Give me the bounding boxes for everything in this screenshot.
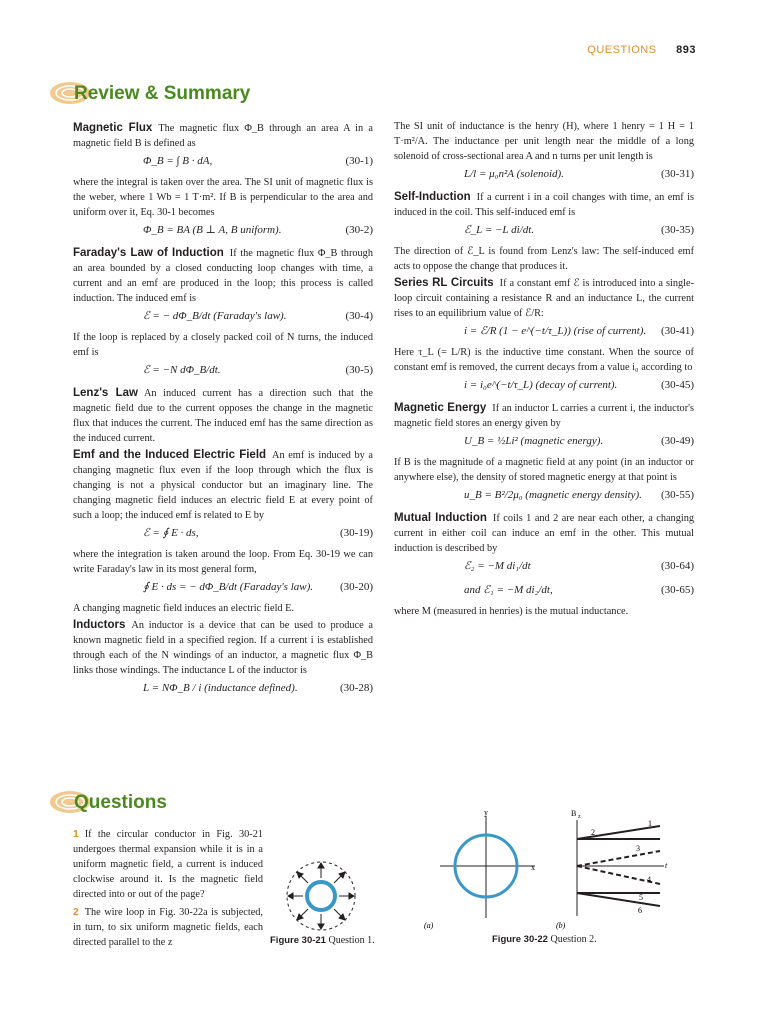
review-left-column bbox=[73, 119, 373, 702]
summary-paragraph bbox=[73, 121, 373, 151]
paragraph-text: If coils 1 and 2 are near each other, a changing current in either coil can induce an emf in the other. This mutual induction is described by bbox=[394, 513, 695, 554]
equation-number: (30-1) bbox=[345, 155, 373, 167]
question-number: 2 bbox=[73, 907, 79, 918]
question-text: The wire loop in Fig. 30-22a is subjected, in turn, to six uniform magnetic fields, each directed parallel to the z bbox=[73, 907, 263, 948]
body-text bbox=[394, 119, 694, 164]
equation-number: (30-49) bbox=[661, 435, 694, 447]
body-text bbox=[73, 175, 373, 220]
paragraph-text: If the magnetic flux Φ_B through an area bounded by a closed conducting loop changes with time, a current and an emf are produced in the loop; this process is called induction. The induced emf is bbox=[73, 248, 373, 304]
equation bbox=[394, 164, 694, 188]
summary-paragraph bbox=[73, 618, 373, 678]
t-axis-label: t bbox=[665, 861, 668, 870]
paragraph-text: If a current i in a coil changes with time, an emf is induced in the coil. This self-induced emf is bbox=[394, 192, 694, 218]
summary-paragraph bbox=[73, 448, 373, 523]
equation-body: ℰ = ∮ E · ds, bbox=[143, 527, 199, 539]
questions-title: Questions bbox=[74, 792, 167, 813]
equation bbox=[394, 375, 694, 399]
figure-label: Figure 30-22 bbox=[492, 934, 548, 945]
equation-number: (30-35) bbox=[661, 224, 694, 236]
paragraph-heading: Magnetic Flux bbox=[73, 122, 153, 134]
panel-a-label: (a) bbox=[424, 921, 434, 930]
equation bbox=[73, 678, 373, 702]
figure-caption: Question 1. bbox=[328, 935, 375, 946]
equation bbox=[394, 220, 694, 244]
figure-30-21-caption bbox=[270, 935, 375, 946]
equation-body: U_B = ½Li² (magnetic energy). bbox=[464, 435, 604, 447]
section-name: QUESTIONS bbox=[587, 44, 657, 56]
body-text bbox=[394, 345, 694, 375]
line-label: 1 bbox=[648, 819, 652, 828]
equation bbox=[73, 306, 373, 330]
paragraph-text: where the integral is taken over the area. The SI unit of magnetic flux is the weber, where 1 Wb = 1 T·m². If B is perpendicular to the area and uniform over it, Eq. 30-1 becomes bbox=[73, 177, 373, 218]
paragraph-text: An emf is induced by a changing magnetic flux even if the loop through which the flux is changing is not a physical conductor but an imaginary line. The changing magnetic field induces an electric field E at every point of such a loop; the induced emf is related to E by bbox=[73, 450, 374, 521]
line-label: 2 bbox=[591, 828, 595, 837]
paragraph-text: Here τ_L (= L/R) is the inductive time constant. When the source of constant emf is removed, the current decays from a value i₀ according to bbox=[394, 347, 694, 373]
equation-number: (30-20) bbox=[340, 581, 373, 593]
paragraph-heading: Magnetic Energy bbox=[394, 402, 487, 414]
body-text bbox=[73, 601, 373, 616]
paragraph-text: where the integration is taken around the loop. From Eq. 30-19 we can write Faraday's law in its most general form, bbox=[73, 549, 373, 575]
equation-number: (30-19) bbox=[340, 527, 373, 539]
panel-b-label: (b) bbox=[556, 921, 566, 930]
equation-body: i = i₀e^(−t/τ_L) (decay of current). bbox=[464, 379, 618, 391]
equation-body: ℰ = − dΦ_B/dt (Faraday's law). bbox=[143, 310, 287, 322]
equation bbox=[73, 220, 373, 244]
body-text bbox=[73, 547, 373, 577]
equation-number: (30-41) bbox=[661, 325, 694, 337]
body-text bbox=[394, 455, 694, 485]
equation-body: u_B = B²/2μ₀ (magnetic energy density). bbox=[464, 489, 642, 501]
paragraph-text: The direction of ℰ_L is found from Lenz's law: The self-induced emf acts to oppose the change that produces it. bbox=[394, 246, 694, 272]
summary-paragraph bbox=[394, 190, 694, 220]
bz-axis-label: B bbox=[571, 809, 577, 818]
figure-label: Figure 30-21 bbox=[270, 935, 326, 946]
equation-body: ℰ = −N dΦ_B/dt. bbox=[143, 364, 221, 376]
equation-body: i = ℰ/R (1 − e^(−t/τ_L)) (rise of current). bbox=[464, 325, 647, 337]
equation-body: and ℰ₁ = −M di₂/dt, bbox=[464, 584, 553, 596]
line-label: 5 bbox=[639, 893, 643, 902]
figure-30-22 bbox=[420, 806, 700, 930]
y-axis-label: y bbox=[484, 808, 488, 817]
x-axis-label: x bbox=[531, 863, 535, 872]
running-head bbox=[587, 44, 696, 56]
equation-number: (30-64) bbox=[661, 560, 694, 572]
equation-body: ℰ_L = −L di/dt. bbox=[464, 224, 535, 236]
equation-body: L = NΦ_B / i (inductance defined). bbox=[143, 682, 298, 694]
equation-body: L/l = μ₀n²A (solenoid). bbox=[464, 168, 564, 180]
body-text bbox=[73, 330, 373, 360]
equation bbox=[73, 577, 373, 601]
paragraph-heading: Self-Induction bbox=[394, 191, 471, 203]
summary-paragraph bbox=[394, 276, 694, 321]
line-label: 3 bbox=[636, 844, 640, 853]
paragraph-text: where M (measured in henries) is the mutual inductance. bbox=[394, 606, 629, 617]
paragraph-text: An induced current has a direction such that the magnetic field due to the current opposes the change in the magnetic flux that induces the current. The induced emf has the same direction as the induced current. bbox=[73, 388, 374, 444]
paragraph-text: The SI unit of inductance is the henry (H), where 1 henry = 1 H = 1 T·m²/A. The inductance per unit length near the middle of a long solenoid of cross-sectional area A and n turns per unit length is bbox=[394, 121, 694, 162]
svg-text:z: z bbox=[578, 814, 581, 820]
paragraph-text: A changing magnetic field induces an electric field E. bbox=[73, 603, 295, 614]
question-1 bbox=[73, 827, 263, 902]
equation-body: Φ_B = ∫ B · dA, bbox=[143, 155, 213, 167]
equation bbox=[394, 431, 694, 455]
equation-number: (30-55) bbox=[661, 489, 694, 501]
review-title: Review & Summary bbox=[74, 83, 251, 104]
summary-paragraph bbox=[394, 511, 694, 556]
review-right-column bbox=[394, 119, 694, 619]
paragraph-heading: Series RL Circuits bbox=[394, 277, 494, 289]
body-text bbox=[394, 244, 694, 274]
paragraph-heading: Lenz's Law bbox=[73, 387, 138, 399]
equation-body: ℰ₂ = −M di₁/dt bbox=[464, 560, 531, 572]
question-text: If the circular conductor in Fig. 30-21 undergoes thermal expansion while it is in a uniform magnetic field, a current is induced clockwise around it. Is the magnetic field directed into or out of the page? bbox=[73, 829, 263, 900]
equation-number: (30-45) bbox=[661, 379, 694, 391]
equation bbox=[73, 360, 373, 384]
paragraph-text: If an inductor L carries a current i, the inductor's magnetic field stores an energy given by bbox=[394, 403, 694, 429]
equation bbox=[394, 580, 694, 604]
equation bbox=[394, 556, 694, 580]
question-number: 1 bbox=[73, 829, 79, 840]
paragraph-heading: Emf and the Induced Electric Field bbox=[73, 449, 267, 461]
figure-30-22-caption bbox=[492, 934, 597, 945]
summary-paragraph bbox=[73, 386, 373, 446]
equation-body: Φ_B = BA (B ⊥ A, B uniform). bbox=[143, 224, 282, 236]
equation-body: ∮ E · ds = − dΦ_B/dt (Faraday's law). bbox=[143, 581, 314, 593]
paragraph-heading: Faraday's Law of Induction bbox=[73, 247, 224, 259]
figure-30-21 bbox=[283, 858, 359, 934]
summary-paragraph bbox=[394, 401, 694, 431]
equation-number: (30-65) bbox=[661, 584, 694, 596]
equation-number: (30-28) bbox=[340, 682, 373, 694]
paragraph-text: If the loop is replaced by a closely packed coil of N turns, the induced emf is bbox=[73, 332, 373, 358]
equation bbox=[394, 321, 694, 345]
equation bbox=[73, 523, 373, 547]
equation-number: (30-5) bbox=[345, 364, 373, 376]
paragraph-heading: Inductors bbox=[73, 619, 126, 631]
paragraph-text: If a constant emf ℰ is introduced into a single-loop circuit containing a resistance R and an inductance L, the current rises to an equilibrium value of ℰ/R: bbox=[394, 278, 694, 319]
paragraph-text: The magnetic flux Φ_B through an area A in a magnetic field B is defined as bbox=[73, 123, 373, 149]
equation bbox=[394, 485, 694, 509]
summary-paragraph bbox=[73, 246, 373, 306]
page-number: 893 bbox=[676, 44, 696, 56]
paragraph-text: An inductor is a device that can be used to produce a known magnetic field in a specified region. If a current i is established through each of the N windings of an inductor, a magnetic flux Φ_B links those windings. The inductance L of the inductor is bbox=[73, 620, 373, 676]
question-2 bbox=[73, 905, 263, 950]
equation-number: (30-31) bbox=[661, 168, 694, 180]
body-text bbox=[394, 604, 694, 619]
paragraph-heading: Mutual Induction bbox=[394, 512, 487, 524]
equation-number: (30-4) bbox=[345, 310, 373, 322]
paragraph-text: If B is the magnitude of a magnetic field at any point (in an inductor or anywhere else), the density of stored magnetic energy at that point is bbox=[394, 457, 694, 483]
equation-number: (30-2) bbox=[345, 224, 373, 236]
equation bbox=[73, 151, 373, 175]
line-label: 4 bbox=[647, 875, 651, 884]
figure-caption: Question 2. bbox=[550, 934, 597, 945]
line-label: 6 bbox=[638, 906, 642, 915]
